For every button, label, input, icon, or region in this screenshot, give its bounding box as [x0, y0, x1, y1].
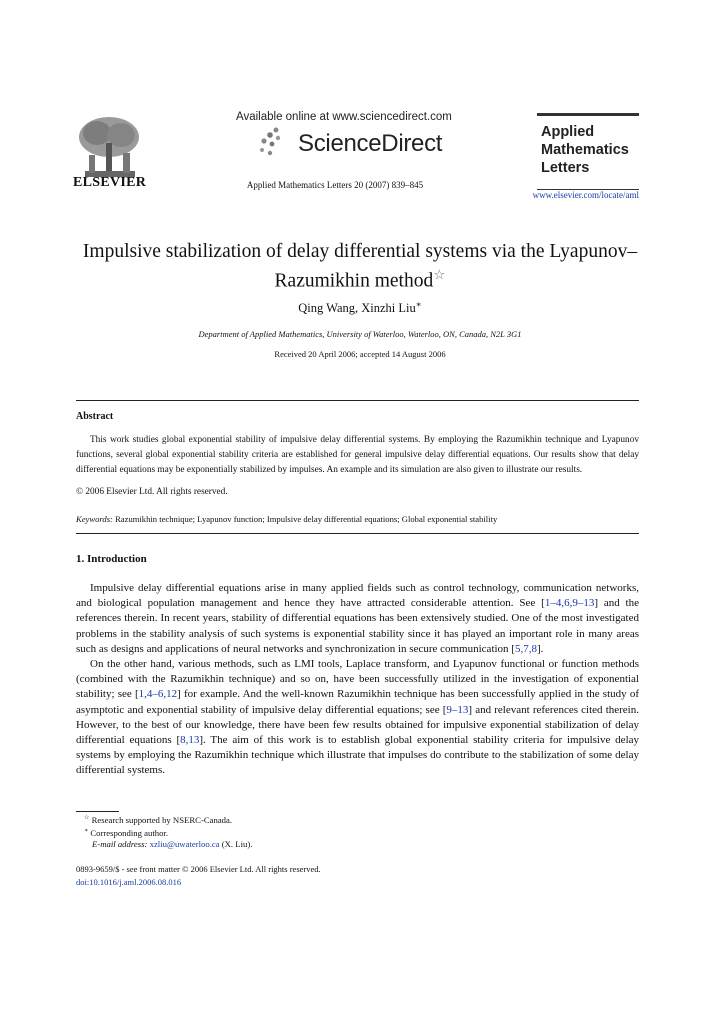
footnote-rule	[76, 811, 119, 812]
journal-title-line: Mathematics	[541, 142, 629, 158]
journal-title	[541, 123, 629, 177]
abstract-text: This work studies global exponential stability of impulsive delay differential systems. By employing the Razumikhin technique and Lyapunov functions, several global exponential stability criteria are established for general impulsive delay differential equations. Our results show that delay differential equations may be exponentially stabilized by impulses. An example and its simulation are also given to illustrate our results.	[76, 435, 639, 475]
abstract-bottom-rule	[76, 533, 639, 534]
keywords-label: Keywords:	[76, 514, 113, 524]
citation-link[interactable]: 1–4,6,	[544, 597, 573, 610]
doi-link[interactable]: doi:10.1016/j.aml.2006.08.016	[76, 877, 182, 887]
author-names: Qing Wang, Xinzhi Liu	[298, 301, 416, 316]
journal-title-line: Applied	[541, 124, 595, 140]
publisher-name: ELSEVIER	[73, 175, 147, 190]
available-online-text: Available online at www.sciencedirect.com	[236, 111, 452, 123]
affiliation: Department of Applied Mathematics, University of Waterloo, Waterloo, ON, Canada, N2L 3G1	[198, 329, 522, 339]
received-dates: Received 20 April 2006; accepted 14 August 2006	[274, 349, 446, 359]
section-heading: 1. Introduction	[76, 553, 147, 565]
issn-line: 0893-9659/$ - see front matter © 2006 Elsevier Ltd. All rights reserved.	[76, 864, 321, 874]
citation-link[interactable]: 5,7,8	[514, 642, 537, 655]
intro-paragraph-1: Impulsive delay differential equations arise in many applied fields such as control technology, communication networks, and biological population management and hence they have attracted considerable attention. See [1–4,6,9–13] and the references therein. In recent years, stability of differential equations has been extensively studied. One of the most investigated problems in the stability analysis of such systems is exponential stability since it has played an important role in many areas such as designs and applications of neural networks and synchronization in secure communication [5,7,8].	[76, 582, 639, 655]
article-title	[80, 240, 640, 293]
keywords	[76, 514, 639, 524]
citation-link[interactable]: 9–13	[572, 597, 595, 610]
footnote-corresponding: ∗ Corresponding author.	[84, 827, 169, 838]
sciencedirect-dots-icon	[258, 126, 282, 158]
footnote-email: E-mail address: xzliu@uwaterloo.ca (X. Liu).	[92, 839, 253, 849]
footnote-funding: ☆ Research supported by NSERC-Canada.	[84, 814, 233, 825]
authors	[160, 299, 560, 316]
sciencedirect-wordmark: ScienceDirect	[298, 130, 443, 157]
email-link[interactable]: xzliu@uwaterloo.ca	[149, 839, 220, 849]
keywords-list: Razumikhin technique; Lyapunov function; Impulsive delay differential equations; Global exponential stability	[115, 514, 498, 524]
abstract-copyright: © 2006 Elsevier Ltd. All rights reserved.	[76, 487, 228, 497]
journal-reference: Applied Mathematics Letters 20 (2007) 839–845	[246, 180, 424, 190]
corresponding-author-mark[interactable]: ∗	[415, 299, 422, 309]
abstract-top-rule	[76, 400, 639, 401]
intro-body	[76, 581, 639, 779]
journal-title-line: Letters	[541, 160, 590, 176]
abstract-body	[76, 433, 639, 478]
intro-paragraph-2: On the other hand, various methods, such as LMI tools, Laplace transform, and Lyapunov functional or function methods (combined with the Razumikhin technique) and so on, have been successfully utilized in the investigation of exponential stability; see [1,4–6,12] for example. And the well-known Razumikhin technique has been successfully applied in the study of asymptotic and exponential stability of impulsive delay differential equations; see [9–13] and relevant references cited therein. However, to the best of our knowledge, there have been few results obtained for impulsive exponential stabilization of delay differential equations [8,13]. The aim of this work is to establish global exponential stability criteria for impulsive delay systems by employing the Razumikhin technique which illustrate that impulses do contribute to the stabilization of some delay differential systems.	[76, 658, 640, 777]
citation-link[interactable]: 1,4–6,12	[138, 688, 178, 701]
footnote-mark: ☆	[84, 815, 90, 821]
citation-link[interactable]: 9–13	[446, 703, 469, 716]
journal-url-link[interactable]: www.elsevier.com/locate/aml	[532, 190, 639, 200]
citation-link[interactable]: 8,13	[180, 734, 200, 747]
abstract-heading: Abstract	[76, 411, 114, 422]
article-title-text: Impulsive stabilization of delay differential systems via the Lyapunov–Razumikhin method	[82, 241, 638, 292]
footnote-mark: ∗	[84, 828, 89, 834]
title-footnote-mark[interactable]: ☆	[433, 267, 446, 282]
